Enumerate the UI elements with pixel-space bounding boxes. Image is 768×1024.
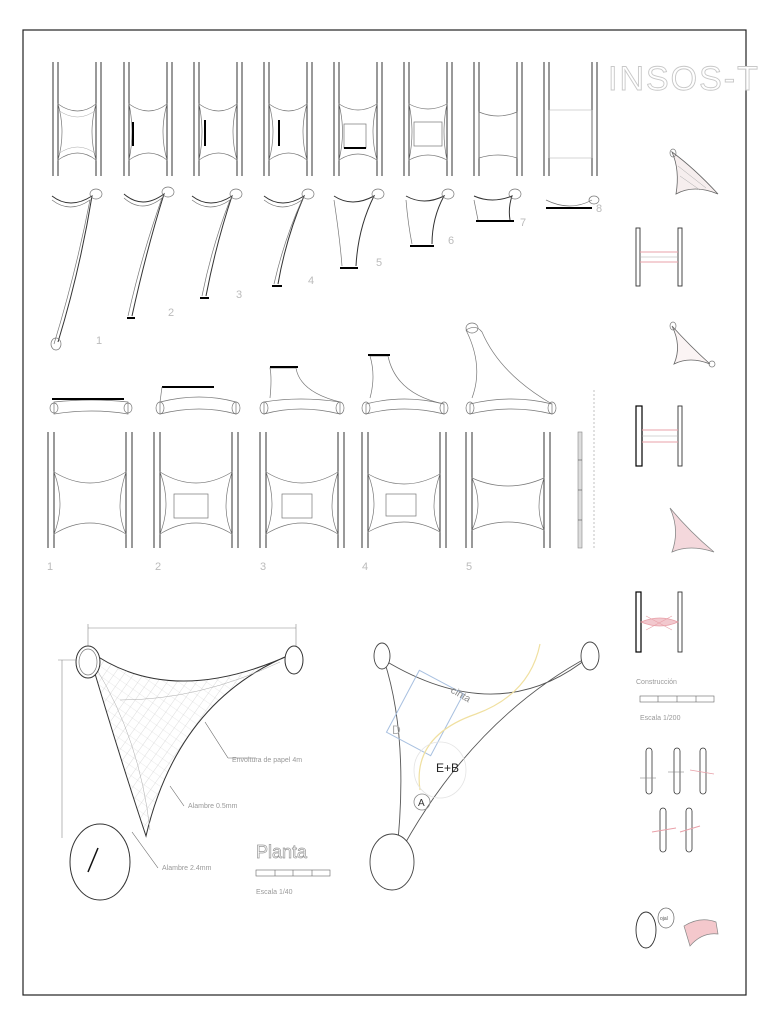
top-step-label-5: 5: [376, 257, 383, 269]
zone-label-c: cinta: [448, 685, 473, 706]
sidebar: [636, 149, 718, 948]
top-step-label-7: 7: [520, 217, 527, 229]
sidebar-scale-label: Escala 1/200: [640, 715, 681, 722]
top-frame-4: [264, 62, 312, 176]
sidebar-elevation-2: [636, 406, 682, 466]
mid-frame-2: [154, 432, 238, 548]
mid-profile-1: [50, 399, 132, 414]
mid-profile-2: [156, 387, 240, 414]
plan-scale-label: Escala 1/40: [256, 889, 293, 896]
sidebar-bottom-details: [636, 908, 718, 948]
top-profile-1: [51, 189, 102, 350]
top-profile-4: [264, 189, 314, 286]
top-frame-6: [404, 62, 452, 176]
plan-ring-bottom: [70, 824, 130, 900]
top-frame-2: [124, 62, 172, 176]
top-step-label-4: 4: [308, 275, 315, 287]
top-step-label-2: 2: [168, 307, 175, 319]
sidebar-view-1: [670, 149, 718, 194]
sidebar-scale-bar: [640, 696, 714, 702]
top-frame-5: [334, 62, 382, 176]
zone-label-d: D: [392, 723, 401, 737]
plan-label-sheet: Envoltura de papel 4m: [232, 757, 303, 764]
plan-scale-bar: [256, 870, 330, 876]
sidebar-pole-details: [640, 748, 714, 852]
top-profile-3: [192, 189, 242, 298]
mid-frame-1: [48, 432, 132, 548]
mid-frame-5: [466, 432, 550, 548]
sidebar-elevation-1: [636, 228, 682, 286]
zone-label-a: A: [418, 798, 425, 809]
mid-frame-4: [362, 432, 446, 548]
plan-title: Planta: [256, 842, 308, 862]
top-profile-7: [474, 189, 521, 221]
top-frame-1: [53, 62, 101, 176]
top-step-label-1: 1: [96, 335, 103, 347]
zones-view: [370, 642, 599, 890]
sidebar-view-2: [670, 322, 715, 367]
sidebar-tag-label: ojal: [660, 916, 668, 922]
mid-scale-bar: [578, 390, 594, 548]
sheet-title: INSOS-T: [608, 60, 760, 98]
top-step-label-3: 3: [236, 289, 243, 301]
top-frame-8: [544, 62, 597, 176]
plan-label-rope: Alambre 0.5mm: [188, 803, 238, 810]
mid-step-label-4: 4: [362, 561, 369, 573]
mid-step-label-3: 3: [260, 561, 267, 573]
sidebar-view-3: [670, 508, 714, 552]
plan-label-wire: Alambre 2.4mm: [162, 865, 212, 872]
top-profile-2: [124, 187, 174, 318]
top-profile-6: [406, 189, 454, 246]
mid-profile-4: [362, 355, 448, 414]
top-step-label-8: 8: [596, 203, 603, 215]
mid-step-label-5: 5: [466, 561, 473, 573]
zone-label-e-b: E+B: [436, 761, 460, 775]
mid-profile-3: [260, 367, 344, 414]
plan-ring-top-left: [76, 646, 100, 678]
mid-step-label-2: 2: [155, 561, 162, 573]
mid-profile-5: [466, 323, 556, 414]
sidebar-construction-label: Construcción: [636, 679, 677, 686]
mid-step-label-1: 1: [47, 561, 54, 573]
top-sequence: [51, 62, 602, 350]
sidebar-elevation-3: [636, 592, 682, 652]
top-frame-7: [474, 62, 522, 176]
mid-frame-3: [260, 432, 344, 548]
plan-view: [58, 624, 330, 900]
top-frame-3: [194, 62, 242, 176]
top-profile-8: [546, 196, 599, 208]
top-step-label-6: 6: [448, 235, 455, 247]
middle-sequence: [47, 323, 594, 573]
plan-ring-top-right: [285, 646, 303, 674]
